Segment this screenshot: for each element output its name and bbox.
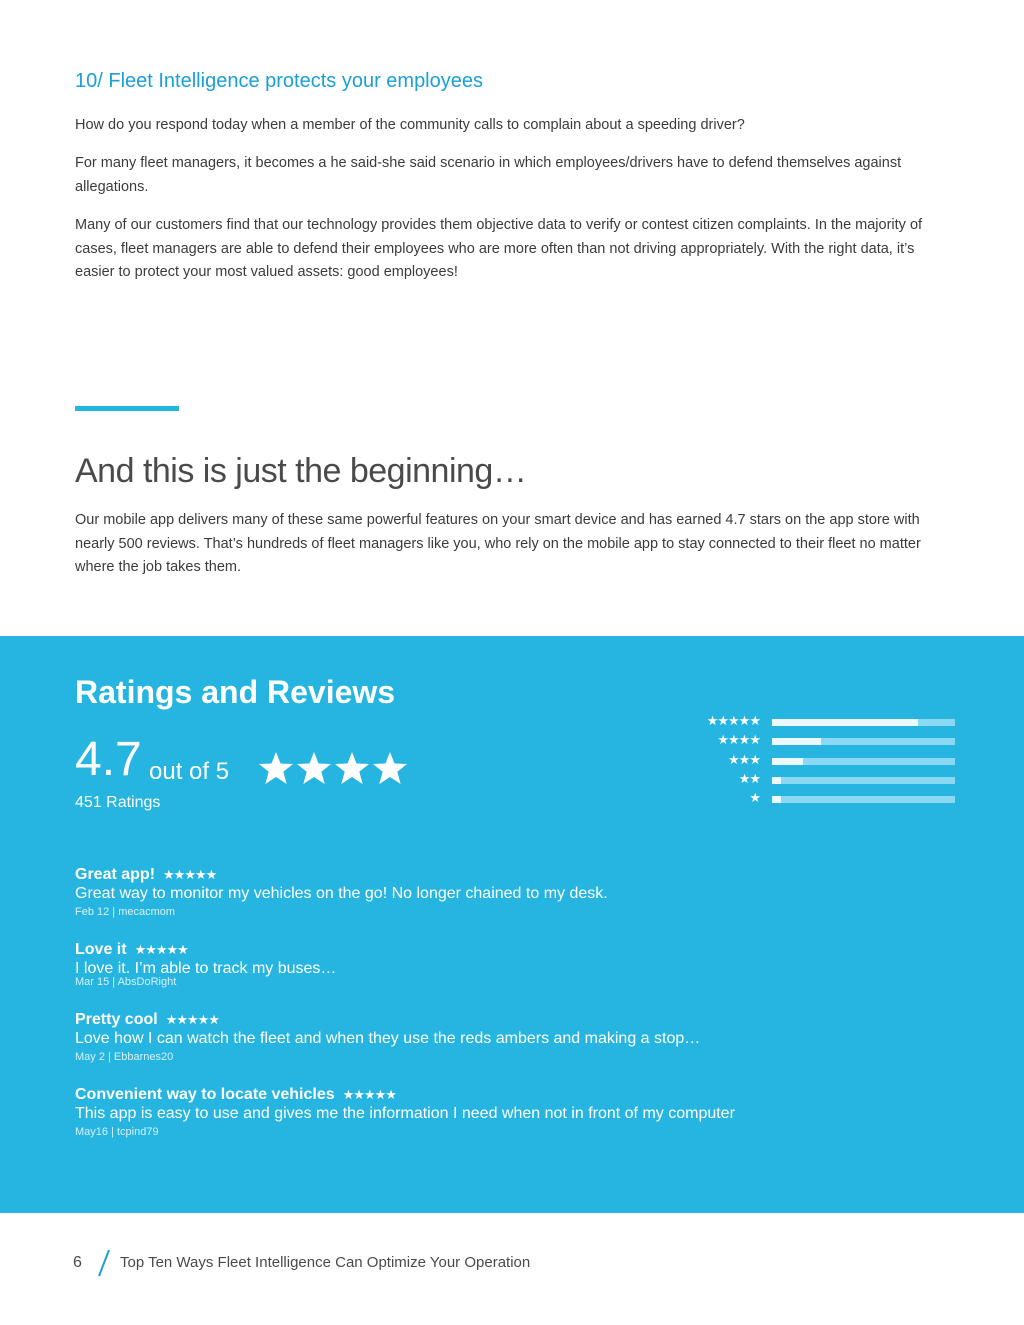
distribution-bar-fill	[772, 796, 781, 803]
ratings-count: 451 Ratings	[75, 794, 161, 811]
review-title: Love it	[75, 941, 127, 958]
review-meta: Feb 12 | mecacmom	[75, 906, 176, 918]
review-item	[75, 1009, 975, 1063]
review-body: Great way to monitor my vehicles on the go! No longer chained to my desk.	[75, 885, 608, 902]
footer-title: Top Ten Ways Fleet Intelligence Can Optimize Your Operation	[120, 1254, 531, 1271]
review-body: This app is easy to use and gives me the information I need when not in front of my computer	[75, 1105, 735, 1122]
distribution-bar-fill	[772, 719, 918, 726]
distribution-stars-icon: ★★★★	[717, 733, 760, 748]
distribution-row	[0, 755, 1024, 769]
distribution-stars-icon: ★	[749, 791, 760, 806]
slash-icon	[97, 1248, 111, 1278]
review-title: Convenient way to locate vehicles	[75, 1086, 335, 1103]
distribution-bar-fill	[772, 738, 821, 745]
review-stars-icon: ★★★★★	[165, 1013, 219, 1028]
distribution-stars-icon: ★★	[738, 772, 760, 787]
distribution-bar	[772, 758, 955, 765]
section-paragraph-3: Many of our customers find that our technology provides them objective data to verify or contest citizen complaints. In the majority of cases, fleet managers are able to defend their employees who are more often than not driving appropriately. With the right data, it’s easier to protect your most valued assets: good employees!	[75, 217, 923, 280]
distribution-bar-fill	[772, 777, 781, 784]
ratings-title: Ratings and Reviews	[75, 674, 396, 710]
distribution-row	[0, 793, 1024, 807]
distribution-row	[0, 774, 1024, 788]
beginning-paragraph: Our mobile app delivers many of these same powerful features on your smart device and has earned 4.7 stars on the app store with nearly 500 reviews. That’s hundreds of fleet managers like you, who rely on the mobile app to stay connected to their fleet no matter where the job takes them.	[75, 512, 921, 575]
distribution-bar	[772, 777, 955, 784]
review-stars-icon: ★★★★★	[134, 943, 188, 958]
distribution-row	[0, 716, 1024, 730]
accent-divider	[75, 406, 179, 411]
review-item	[75, 864, 975, 918]
page-number: 6	[73, 1254, 82, 1271]
distribution-bar	[772, 796, 955, 803]
distribution-row	[0, 735, 1024, 749]
review-stars-icon: ★★★★★	[163, 868, 217, 883]
distribution-bar	[772, 719, 955, 726]
ratings-panel	[0, 636, 1024, 1213]
beginning-heading: And this is just the beginning…	[75, 452, 527, 490]
review-body: I love it. I’m able to track my buses…	[75, 960, 337, 977]
distribution-stars-icon: ★★★★★	[706, 714, 760, 729]
rating-score: 4.7	[75, 733, 142, 786]
section-paragraph-2: For many fleet managers, it becomes a he said-she said scenario in which employees/drivers have to defend themselves against allegations.	[75, 155, 902, 195]
section-paragraph-1: How do you respond today when a member of the community calls to complain about a speeding driver?	[75, 117, 745, 133]
rating-out-of: out of 5	[149, 758, 230, 785]
distribution-stars-icon: ★★★	[728, 753, 760, 768]
review-meta: May 2 | Ebbarnes20	[75, 1051, 174, 1063]
review-body: Love how I can watch the fleet and when they use the reds ambers and making a stop…	[75, 1030, 701, 1047]
review-item	[75, 939, 975, 988]
distribution-bar-fill	[772, 758, 803, 765]
review-title: Great app!	[75, 866, 156, 883]
section-title: 10/ Fleet Intelligence protects your employees	[75, 70, 483, 92]
review-title: Pretty cool	[75, 1011, 158, 1028]
review-item	[75, 1084, 975, 1138]
review-stars-icon: ★★★★★	[342, 1088, 396, 1103]
review-meta: May16 | tcpind79	[75, 1126, 159, 1138]
review-meta: Mar 15 | AbsDoRight	[75, 976, 177, 988]
distribution-bar	[772, 738, 955, 745]
